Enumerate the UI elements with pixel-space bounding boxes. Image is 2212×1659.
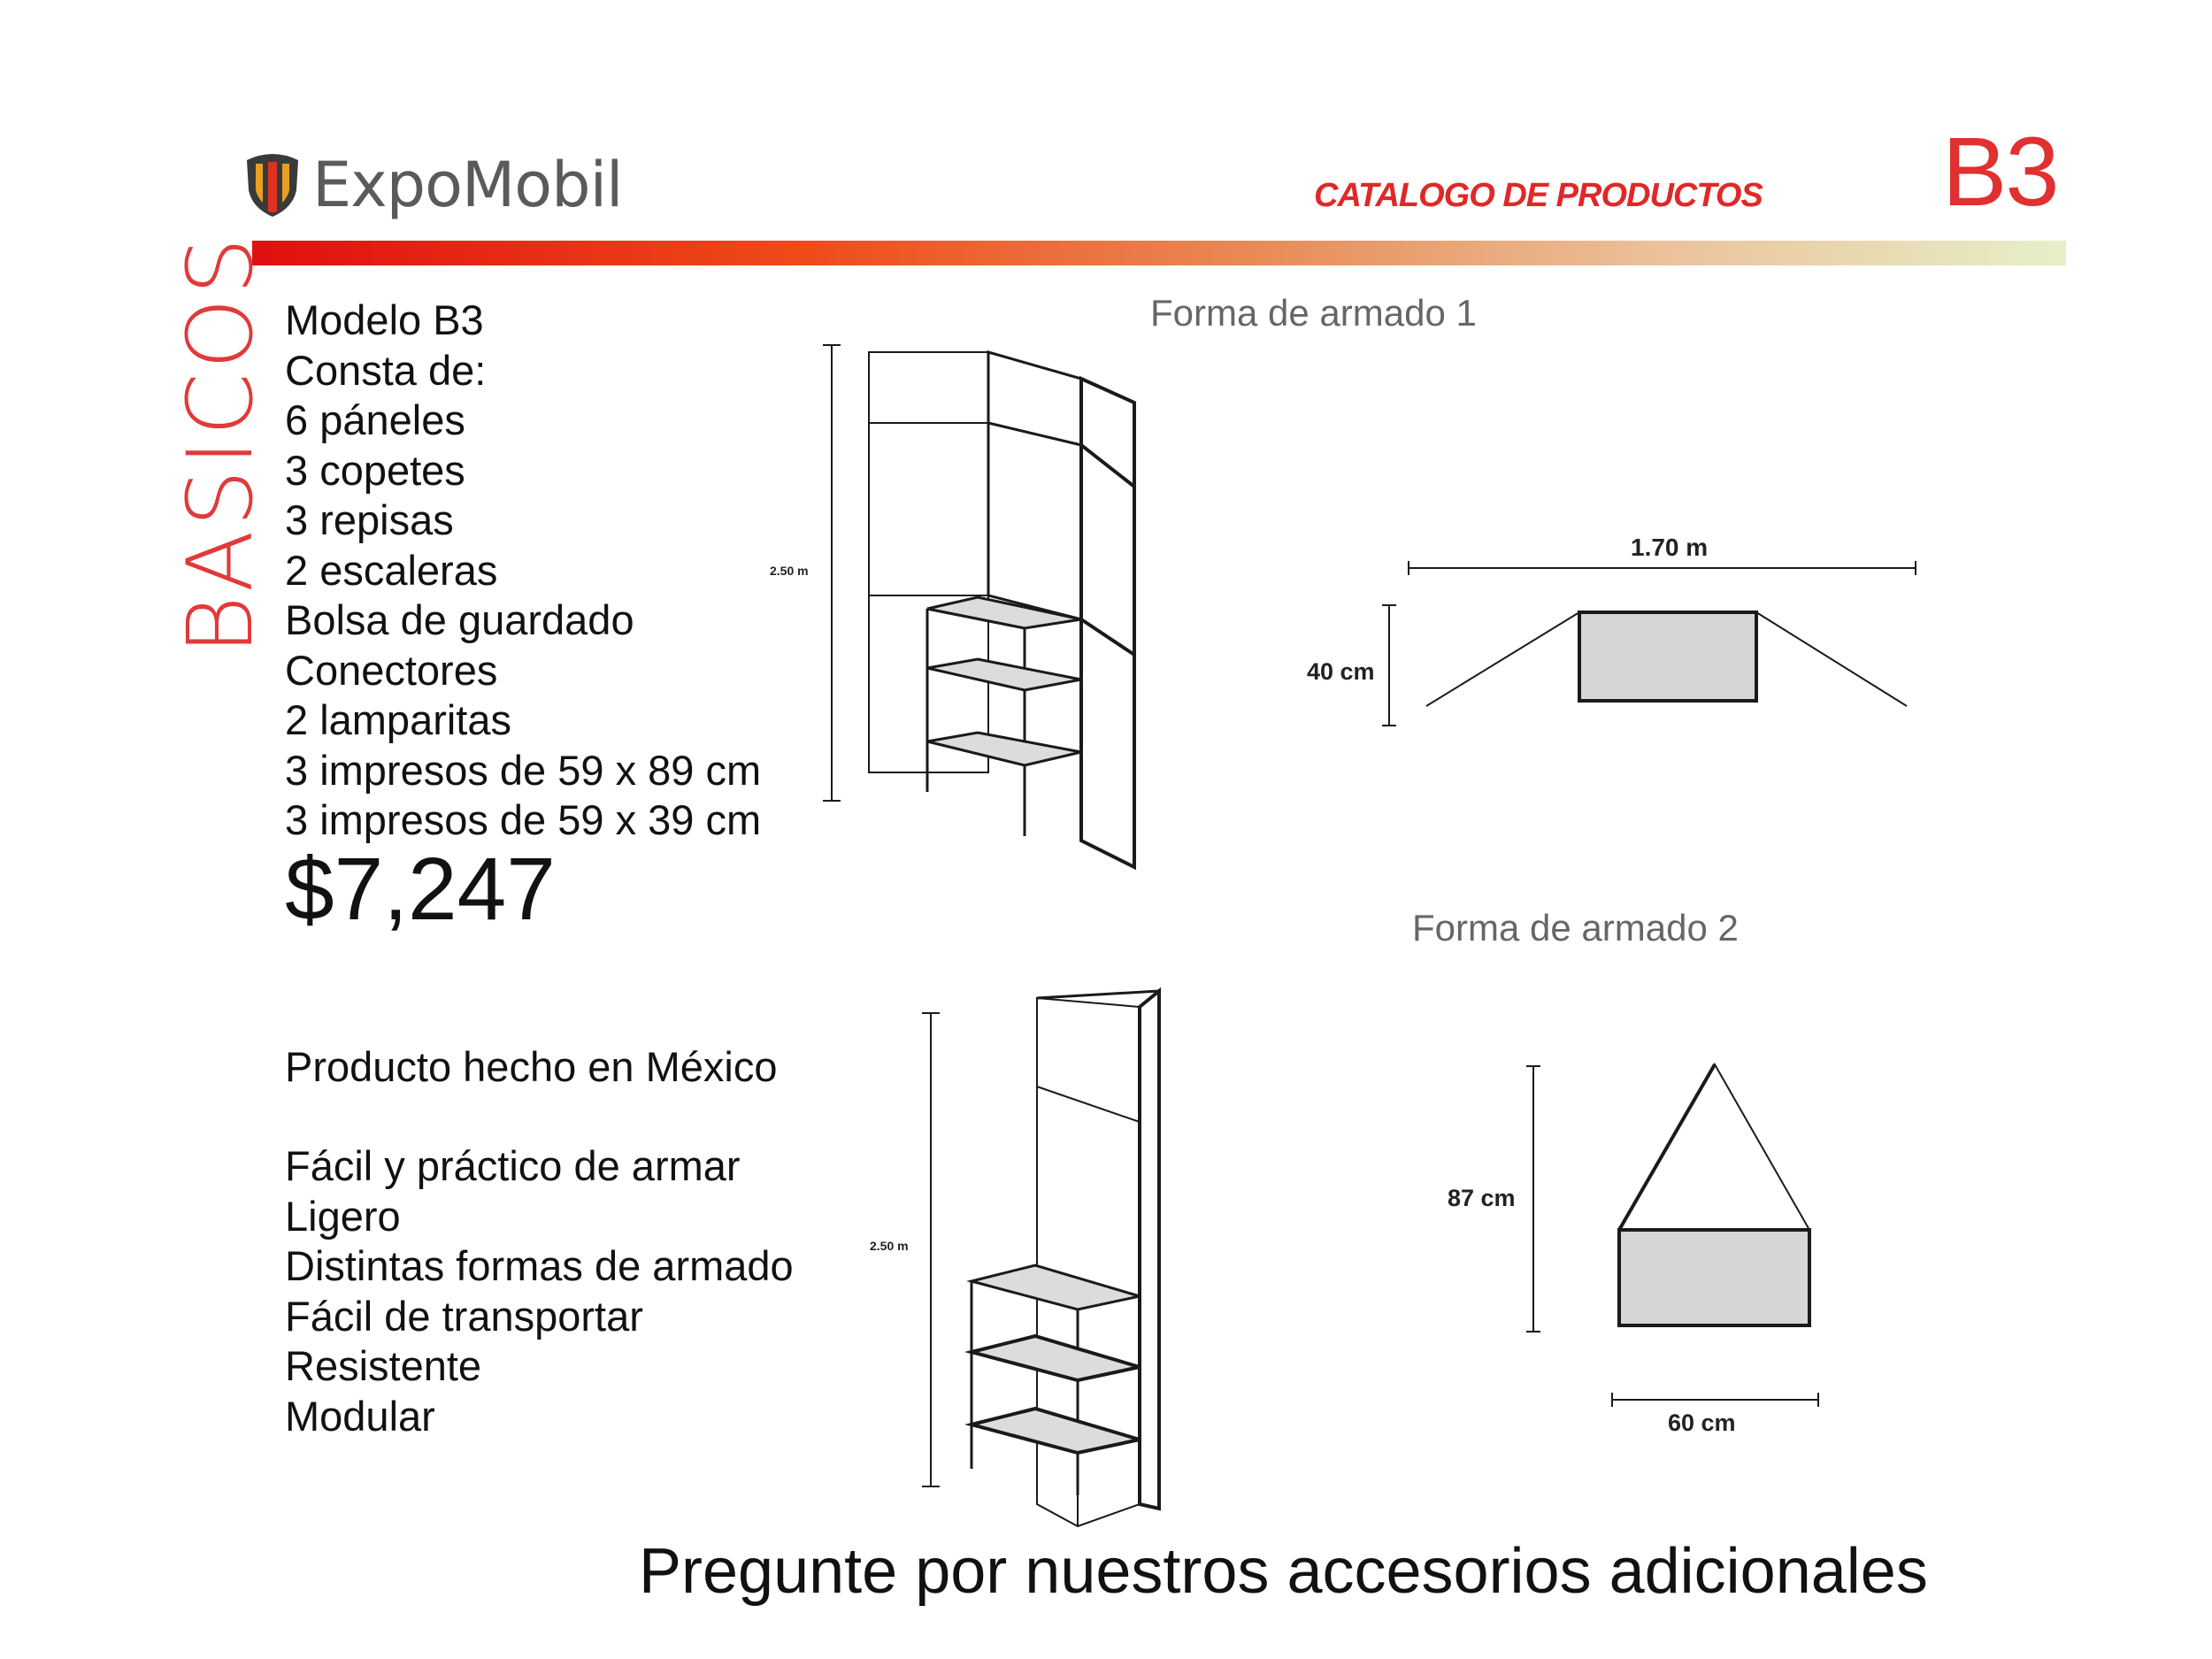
feature-item: Ligero — [285, 1192, 401, 1240]
made-in-text: Producto hecho en México — [285, 1043, 778, 1090]
assembly-2-depth-label: 87 cm — [1448, 1185, 1516, 1211]
spec-item: Modelo B3 — [285, 296, 484, 343]
spec-item: 3 copetes — [285, 446, 465, 494]
assembly-2-width-label: 60 cm — [1668, 1409, 1736, 1436]
spec-item: Bolsa de guardado — [285, 596, 634, 643]
assembly-2-isometric-drawing — [922, 991, 1159, 1526]
assembly-1-width-label: 1.70 m — [1631, 534, 1709, 561]
category-label: BASICOS — [168, 234, 273, 655]
assembly-1-title: Forma de armado 1 — [1150, 292, 1477, 334]
spec-item: Conectores — [285, 646, 498, 694]
spec-item: 2 lamparitas — [285, 696, 511, 743]
assembly-1-depth-label: 40 cm — [1307, 658, 1375, 685]
brand-name: ExpoMobil — [312, 149, 623, 221]
price: $7,247 — [285, 840, 556, 939]
spec-item: 3 repisas — [285, 496, 454, 543]
feature-item: Resistente — [285, 1342, 482, 1389]
spec-item: 3 impresos de 59 x 89 cm — [285, 746, 762, 794]
feature-item: Fácil y práctico de armar — [285, 1142, 741, 1189]
feature-item: Distintas formas de armado — [285, 1242, 794, 1289]
spec-item: 3 impresos de 59 x 39 cm — [285, 796, 762, 843]
spec-item: 6 páneles — [285, 396, 465, 443]
assembly-1-height-label: 2.50 m — [770, 564, 809, 578]
feature-item: Fácil de transportar — [285, 1292, 643, 1340]
feature-item: Modular — [285, 1392, 435, 1440]
assembly-1-plan-drawing — [1382, 561, 1916, 726]
assembly-2-title: Forma de armado 2 — [1412, 907, 1739, 949]
assembly-2-height-label: 2.50 m — [870, 1239, 909, 1253]
spec-item: 2 escaleras — [285, 546, 498, 594]
catalog-label: CATALOGO DE PRODUCTOS — [1314, 177, 1763, 214]
spec-item: Consta de: — [285, 346, 487, 394]
assembly-2-plan-drawing — [1526, 1064, 1818, 1407]
footer-text: Pregunte por nuestros accesorios adicionales — [639, 1536, 1928, 1607]
assembly-1-isometric-drawing — [823, 345, 1134, 867]
model-code: B3 — [1942, 118, 2058, 227]
